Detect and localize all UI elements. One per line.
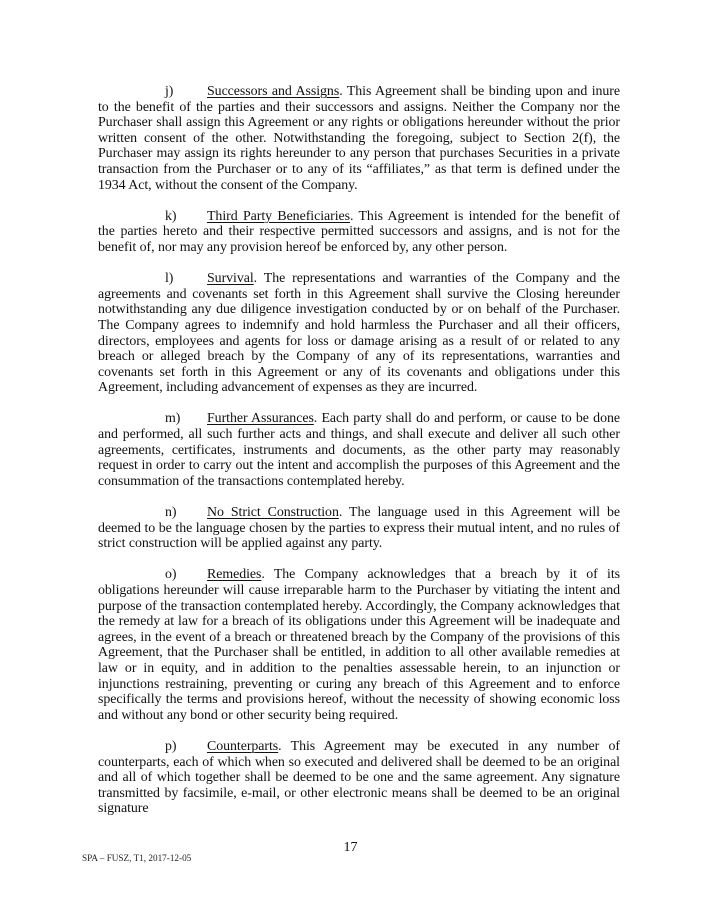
footer-document-reference: SPA – FUSZ, T1, 2017-12-05: [82, 853, 192, 863]
clause-heading: Third Party Beneficiaries: [207, 208, 350, 224]
page-number: 17: [343, 840, 358, 855]
clause-text: . This Agreement may be executed in any number of counterparts, each of which when so executed and delivered shall be deemed to be an original and all of which together shall be deemed to be one and the same agreement. Any signature transmitted by facsimile, e-mail, or other electronic means shall be deemed to be an original signature: [98, 738, 620, 817]
clause-letter: l): [165, 271, 174, 287]
clause-further-assurances: [98, 411, 620, 489]
clause-letter: j): [165, 84, 174, 99]
clause-letter: o): [165, 567, 177, 583]
clause-heading: Remedies: [207, 567, 262, 583]
clause-text: . The representations and warranties of the Company and the agreements and covenants set forth in this Agreement shall survive the Closing hereunder notwithstanding any due diligence investigation conducted by or on behalf of the Purchaser. The Company agrees to indemnify and hold harmless the Purchaser and all their officers, directors, employees and agents for loss or damage arising as a result of or related to any breach or alleged breach by the Company of any of its representations, warranties and covenants set forth in this Agreement or any of its covenants and obligations under this Agreement, including advancement of expenses as they are incurred.: [98, 271, 620, 396]
clause-letter: n): [165, 505, 177, 521]
clause-heading: Survival: [207, 271, 254, 287]
clause-heading: Counterparts: [207, 738, 279, 754]
clause-text: . The language used in this Agreement will be deemed to be the language chosen by the parties to express their mutual intent, and no rules of strict construction will be applied against any party.: [98, 505, 621, 552]
clause-counterparts: [98, 739, 620, 817]
clause-letter: k): [165, 208, 177, 224]
document-body: [98, 84, 620, 833]
clause-text: . This Agreement is intended for the benefit of the parties hereto and their respective permitted successors and assigns, and is not for the benefit of, nor may any provision hereof be enforced by, any other person.: [98, 208, 620, 255]
clause-no-strict-construction: [98, 505, 620, 552]
clause-successors-and-assigns: [98, 84, 620, 193]
clause-letter: p): [165, 738, 177, 754]
clause-survival: [98, 271, 620, 396]
clause-third-party-beneficiaries: [98, 209, 620, 256]
clause-heading: Further Assurances: [207, 411, 314, 427]
clause-remedies: [98, 567, 620, 723]
clause-heading: Successors and Assigns: [207, 84, 340, 99]
clause-letter: m): [165, 411, 181, 427]
clause-text: . This Agreement shall be binding upon and inure to the benefit of the parties and their successors and assigns. Neither the Company nor the Purchaser shall assign this Agreement or any rights or obligations hereunder without the prior written consent of the other. Notwithstanding the foregoing, subject to Section 2(f), the Purchaser may assign its rights hereunder to any person that purchases Securities in a private transaction from the Purchaser or to any of its “affiliates,” as that term is defined under the 1934 Act, without the consent of the Company.: [98, 84, 620, 193]
clause-text: . Each party shall do and perform, or cause to be done and performed, all such further acts and things, and shall execute and deliver all such other agreements, certificates, instruments and documents, as the other party may reasonably request in order to carry out the intent and accomplish the purposes of this Agreement and the consummation of the transactions contemplated hereby.: [98, 411, 620, 489]
clause-text: . The Company acknowledges that a breach by it of its obligations hereunder will cause irreparable harm to the Purchaser by vitiating the intent and purpose of the transaction contemplated hereby. Accordingly, the Company acknowledges that the remedy at law for a breach of its obligations under this Agreement will be inadequate and agrees, in the event of a breach or threatened breach by the Company of the provisions of this Agreement, that the Purchaser shall be entitled, in addition to all other available remedies at law or in equity, and in addition to the penalties assessable herein, to an injunction or injunctions restraining, preventing or curing any breach of this Agreement and to enforce specifically the terms and provisions hereof, without the necessity of showing economic loss and without any bond or other security being required.: [98, 567, 620, 723]
clause-heading: No Strict Construction: [207, 505, 339, 521]
